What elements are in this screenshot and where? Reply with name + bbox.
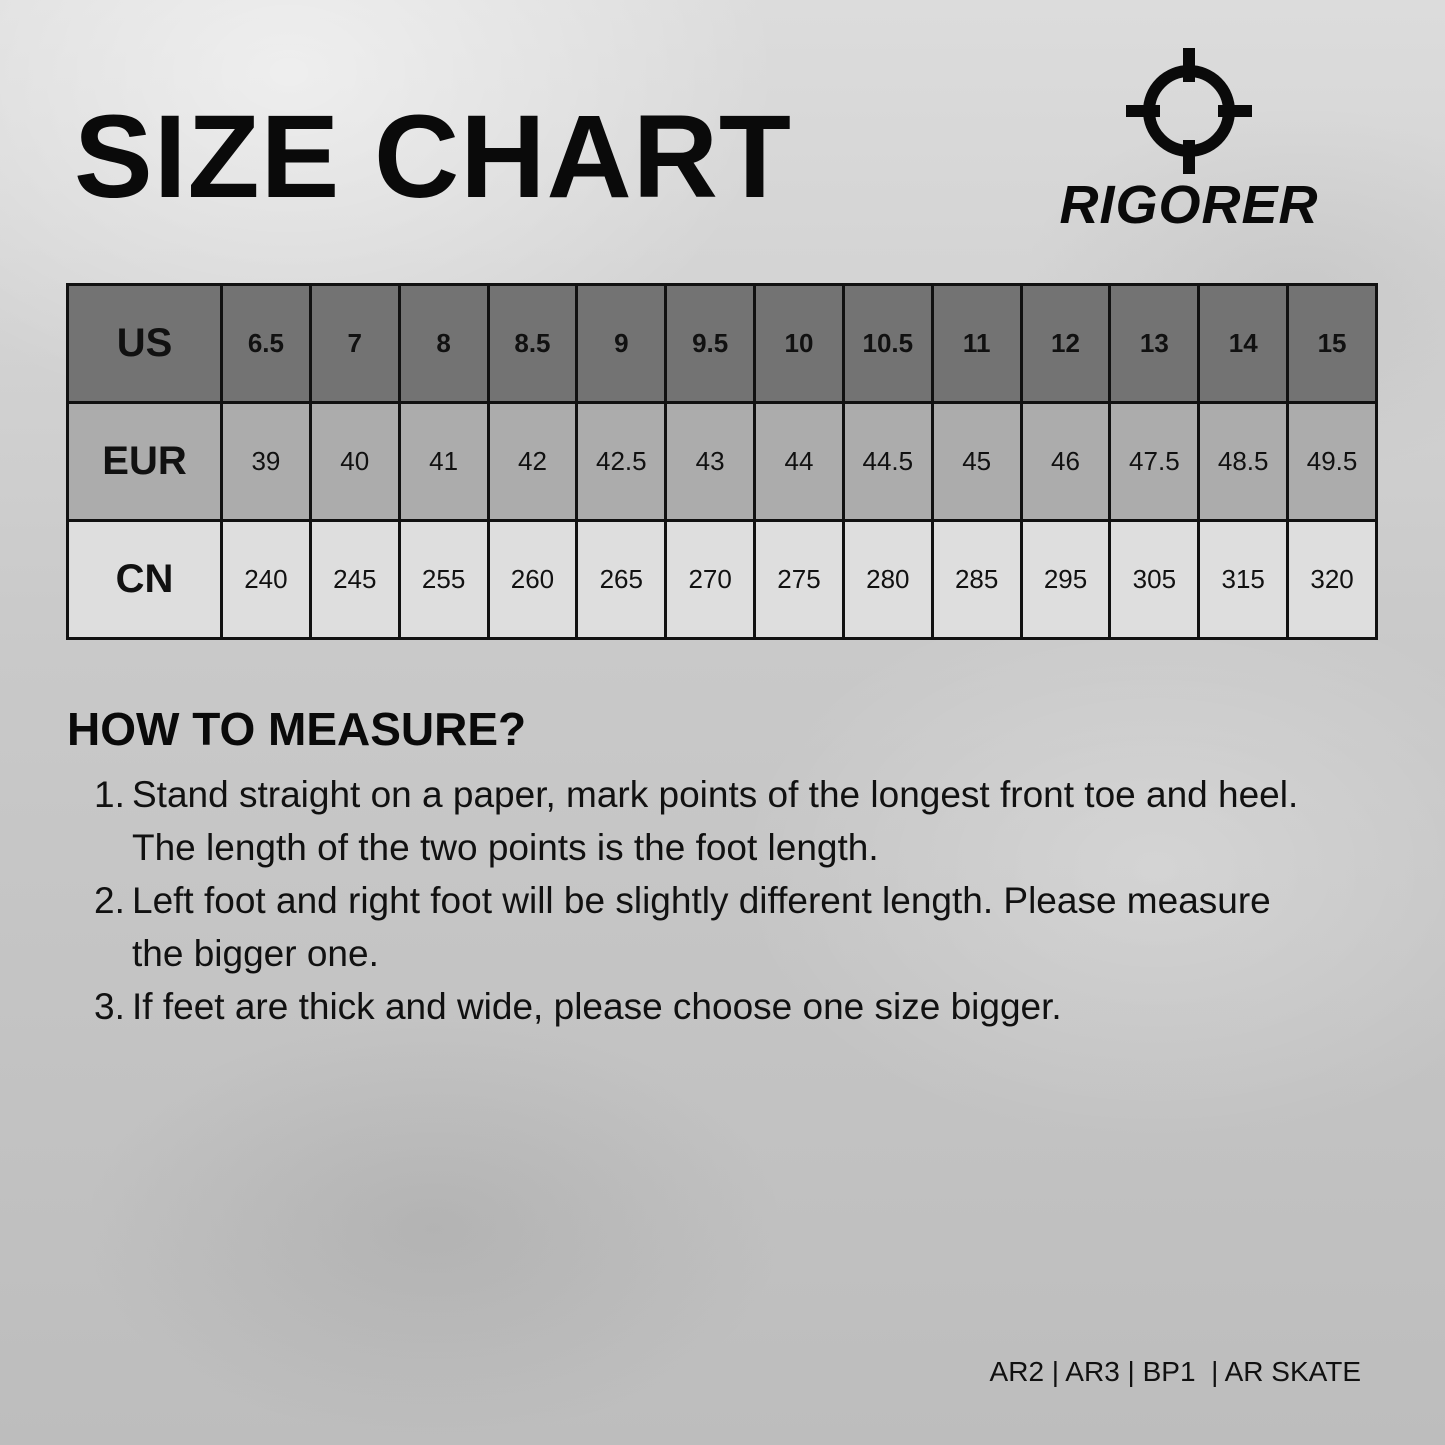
table-cell: 42: [488, 403, 577, 521]
row-label-cn: CN: [68, 521, 222, 639]
table-row-cn: [68, 521, 1377, 639]
table-cell: 13: [1110, 285, 1199, 403]
step-number: 2.: [94, 880, 125, 921]
step-text: Left foot and right foot will be slightly different length. Please measure the bigger one.: [132, 880, 1271, 974]
table-cell: 315: [1199, 521, 1288, 639]
table-cell: 255: [399, 521, 488, 639]
step-number: 3.: [94, 986, 125, 1027]
table-cell: 240: [222, 521, 311, 639]
table-cell: 245: [310, 521, 399, 639]
table-cell: 270: [666, 521, 755, 639]
rigorer-logo: [1058, 46, 1320, 241]
size-table: [66, 283, 1378, 640]
table-row-eur: [68, 403, 1377, 521]
table-cell: 320: [1288, 521, 1377, 639]
table-cell: 48.5: [1199, 403, 1288, 521]
table-row-us: [68, 285, 1377, 403]
table-cell: 41: [399, 403, 488, 521]
step-number: 1.: [94, 774, 125, 815]
table-cell: 280: [843, 521, 932, 639]
row-label-eur: EUR: [68, 403, 222, 521]
table-cell: 43: [666, 403, 755, 521]
table-cell: 285: [932, 521, 1021, 639]
page-title: SIZE CHART: [74, 91, 792, 223]
table-cell: 11: [932, 285, 1021, 403]
table-cell: 275: [755, 521, 844, 639]
table-cell: 260: [488, 521, 577, 639]
table-cell: 6.5: [222, 285, 311, 403]
list-item: [94, 980, 1304, 1033]
table-cell: 9: [577, 285, 666, 403]
table-cell: 42.5: [577, 403, 666, 521]
list-item: [94, 768, 1304, 874]
step-text: Stand straight on a paper, mark points of the longest front toe and heel. The length of the two points is the foot length.: [132, 774, 1299, 868]
table-cell: 265: [577, 521, 666, 639]
table-cell: 46: [1021, 403, 1110, 521]
table-cell: 14: [1199, 285, 1288, 403]
table-cell: 44: [755, 403, 844, 521]
table-cell: 39: [222, 403, 311, 521]
table-cell: 295: [1021, 521, 1110, 639]
table-cell: 44.5: [843, 403, 932, 521]
table-cell: 15: [1288, 285, 1377, 403]
table-cell: 47.5: [1110, 403, 1199, 521]
list-item: [94, 874, 1304, 980]
measure-steps-list: [94, 768, 1304, 1033]
table-cell: 10: [755, 285, 844, 403]
table-cell: 45: [932, 403, 1021, 521]
table-cell: 305: [1110, 521, 1199, 639]
crosshair-icon: [1124, 46, 1254, 176]
table-cell: 9.5: [666, 285, 755, 403]
logo-wordmark: RIGORER: [1059, 175, 1319, 235]
how-to-measure-heading: HOW TO MEASURE?: [67, 703, 527, 755]
table-cell: 7: [310, 285, 399, 403]
table-cell: 49.5: [1288, 403, 1377, 521]
table-cell: 12: [1021, 285, 1110, 403]
table-cell: 8.5: [488, 285, 577, 403]
row-label-us: US: [68, 285, 222, 403]
table-cell: 8: [399, 285, 488, 403]
step-text: If feet are thick and wide, please choose one size bigger.: [132, 986, 1062, 1027]
table-cell: 10.5: [843, 285, 932, 403]
model-list-footer: AR2 | AR3 | BP1 | AR SKATE: [989, 1356, 1361, 1387]
table-cell: 40: [310, 403, 399, 521]
